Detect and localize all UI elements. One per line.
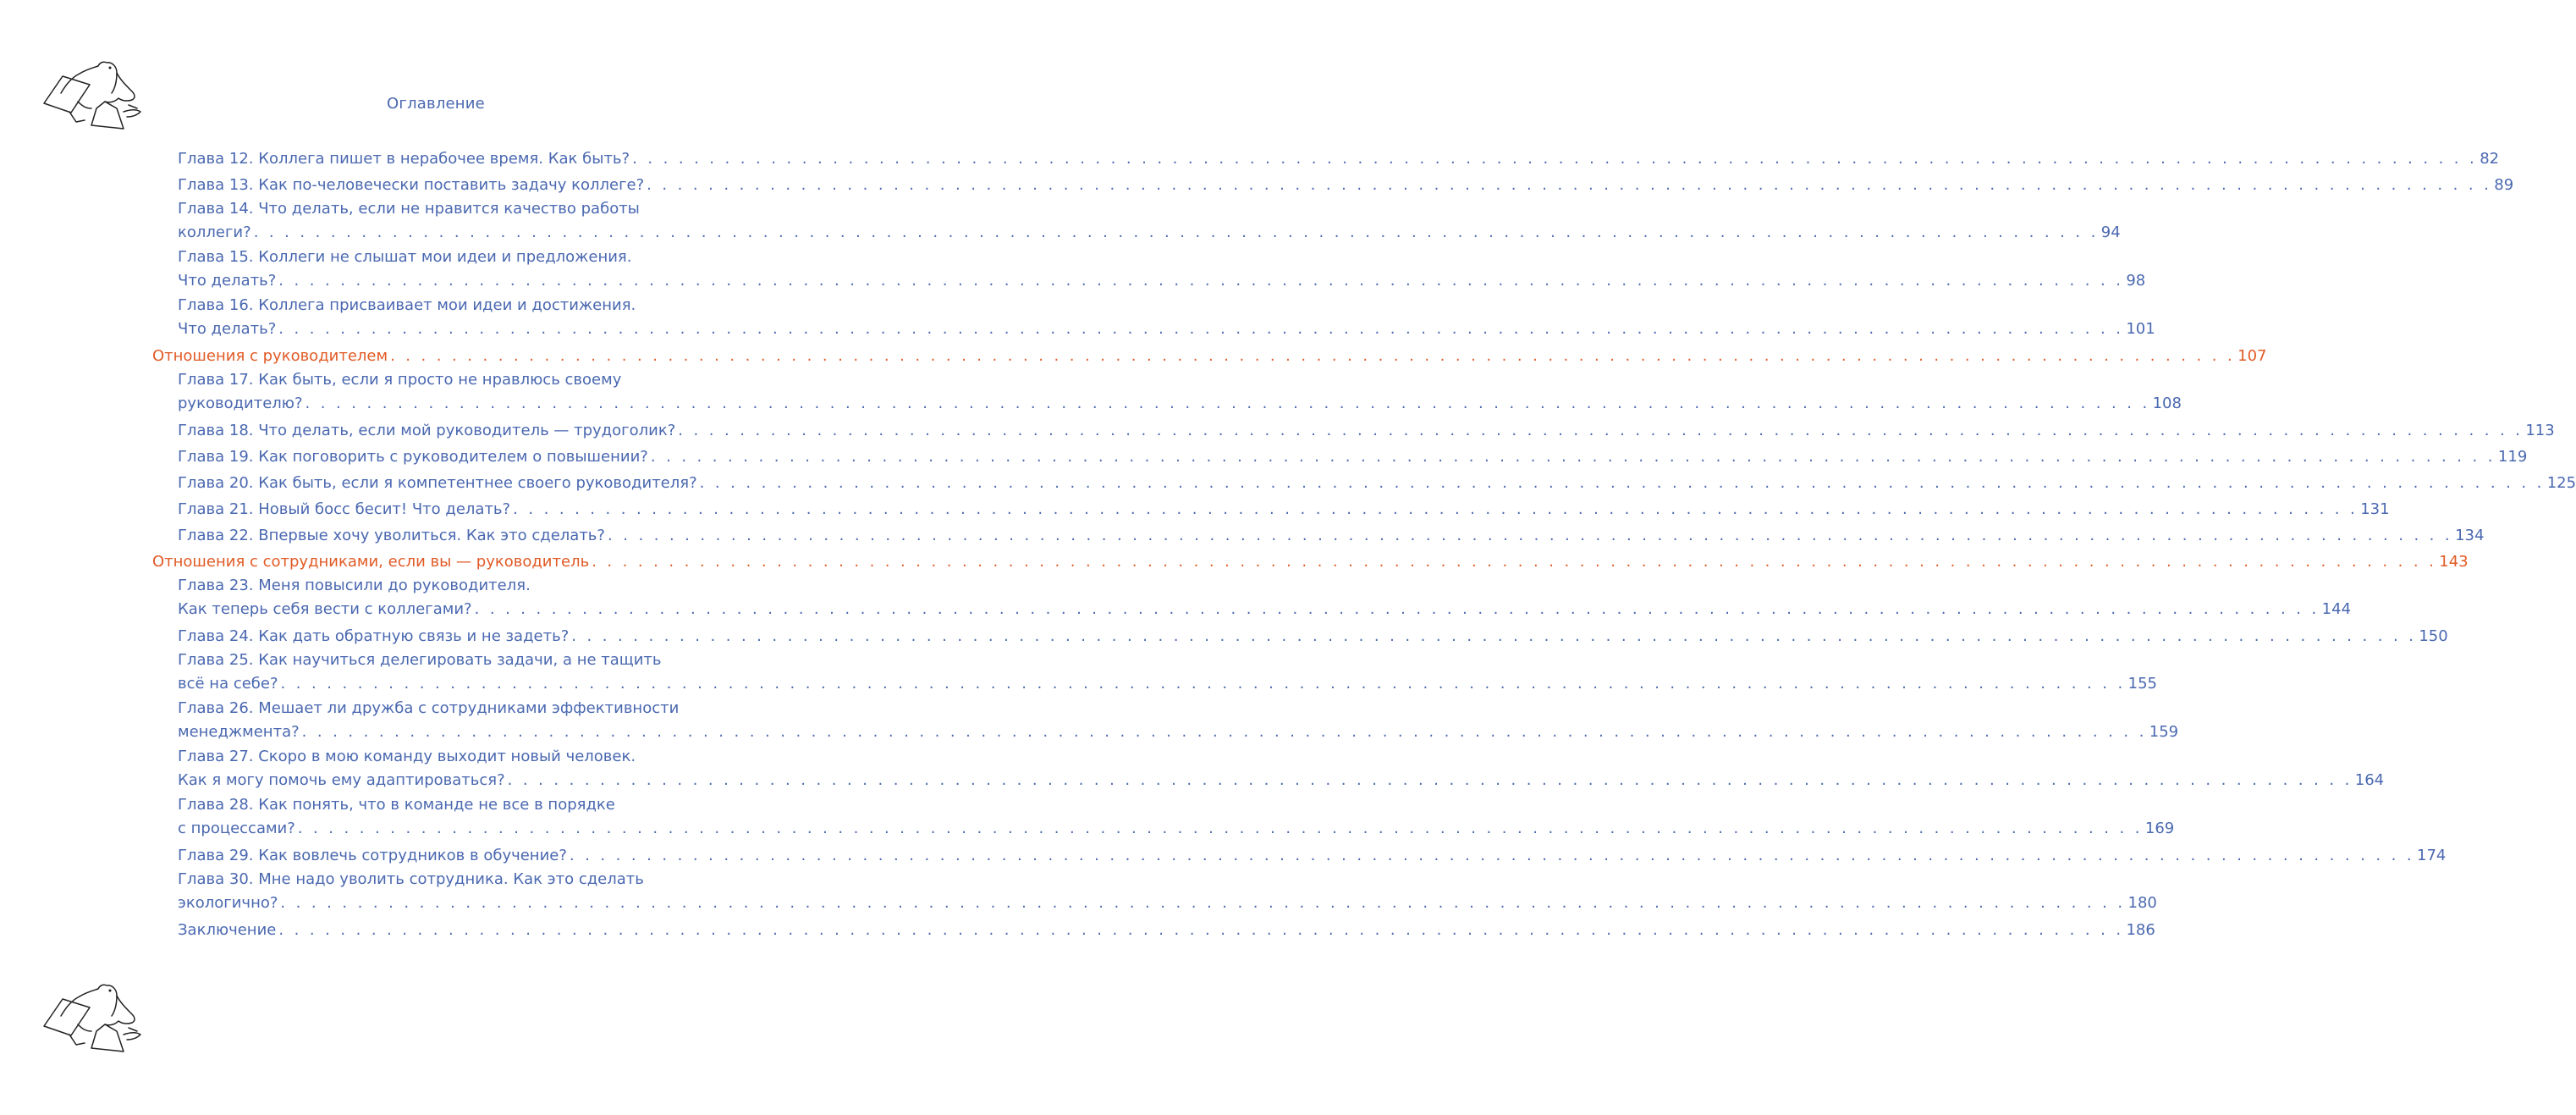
page-number: 113 bbox=[2525, 422, 2555, 439]
toc-entry-line bbox=[178, 417, 2555, 444]
toc-entry-title: всё на себе? bbox=[178, 675, 278, 693]
toc-entry-line bbox=[178, 268, 2146, 295]
toc-entry-title-line: Глава 26. Мешает ли дружба с сотрудниками эффективности bbox=[178, 699, 680, 717]
dot-leader: . . . . . . . . . . . . . . . . . . . . . . . . . . . . . . . . . . . . . . . . . . . . . . . . . . . . . . . . . . . . . . . . . . . . . . . . . . . . . . . . . . . . . . . . . . . . . . . . . . . . . . . . . . . . . . . . . . . . . . . . bbox=[297, 820, 2143, 837]
dot-leader: . . . . . . . . . . . . . . . . . . . . . . . . . . . . . . . . . . . . . . . . . . . . . . . . . . . . . . . . . . . . . . . . . . . . . . . . . . . . . . . . . . . . . . . . . . . . . . . . . . . . . . . . . . . . . . . . . . . . . . . . bbox=[305, 395, 2150, 412]
toc-entry-title-line: Глава 16. Коллега присваивает мои идеи и достижения. bbox=[178, 296, 636, 314]
toc-entry-line bbox=[178, 470, 2576, 496]
page-number: 159 bbox=[2149, 723, 2179, 741]
toc-entry-title: Глава 19. Как поговорить с руководителем о повышении? bbox=[178, 448, 648, 466]
page-number: 169 bbox=[2144, 820, 2175, 837]
toc-section bbox=[152, 343, 2267, 369]
dot-leader: . . . . . . . . . . . . . . . . . . . . . . . . . . . . . . . . . . . . . . . . . . . . . . . . . . . . . . . . . . . . . . . . . . . . . . . . . . . . . . . . . . . . . . . . . . . . . . . . . . . . . . . . . . . . . . . . . . . . . . . . bbox=[647, 176, 2492, 194]
toc-entry-title: Глава 29. Как вовлечь сотрудников в обучение? bbox=[178, 847, 567, 864]
toc-entry-title-line: Глава 23. Меня повысили до руководителя. bbox=[178, 577, 531, 594]
toc-entry-line bbox=[178, 815, 2175, 842]
toc-entry bbox=[152, 698, 2179, 746]
toc-entry-title: Глава 18. Что делать, если мой руководитель — трудоголик? bbox=[178, 422, 676, 439]
toc-entry bbox=[152, 623, 2448, 649]
toc-entry-line bbox=[178, 444, 2528, 470]
toc-entry-line bbox=[178, 172, 2514, 198]
dot-leader: . . . . . . . . . . . . . . . . . . . . . . . . . . . . . . . . . . . . . . . . . . . . . . . . . . . . . . . . . . . . . . . . . . . . . . . . . . . . . . . . . . . . . . . . . . . . . . . . . . . . . . . . . . . . . . . . . . . . . . . . bbox=[253, 224, 2099, 241]
toc-entry bbox=[152, 522, 2485, 549]
toc-entry-line bbox=[152, 343, 2267, 369]
page-number: 180 bbox=[2127, 894, 2157, 912]
toc-entry-title: с процессами? bbox=[178, 820, 295, 837]
dot-leader: . . . . . . . . . . . . . . . . . . . . . . . . . . . . . . . . . . . . . . . . . . . . . . . . . . . . . . . . . . . . . . . . . . . . . . . . . . . . . . . . . . . . . . . . . . . . . . . . . . . . . . . . . . . . . . . . . . . . . . . . bbox=[280, 675, 2126, 693]
page-number: 119 bbox=[2497, 448, 2528, 466]
toc-entry bbox=[152, 746, 2385, 794]
page-number: 150 bbox=[2419, 627, 2448, 645]
page-number: 143 bbox=[2439, 553, 2469, 571]
dot-leader: . . . . . . . . . . . . . . . . . . . . . . . . . . . . . . . . . . . . . . . . . . . . . . . . . . . . . . . . . . . . . . . . . . . . . . . . . . . . . . . . . . . . . . . . . . . . . . . . . . . . . . . . . . . . . . . . . . . . . . . . bbox=[632, 150, 2478, 168]
page-number: 108 bbox=[2152, 395, 2182, 412]
page-number: 174 bbox=[2417, 847, 2447, 864]
page-number: 98 bbox=[2126, 272, 2146, 290]
toc-entry-title: Как я могу помочь ему адаптироваться? bbox=[178, 771, 505, 789]
page-number: 107 bbox=[2237, 347, 2267, 365]
toc-entry bbox=[152, 369, 2182, 417]
dot-leader: . . . . . . . . . . . . . . . . . . . . . . . . . . . . . . . . . . . . . . . . . . . . . . . . . . . . . . . . . . . . . . . . . . . . . . . . . . . . . . . . . . . . . . . . . . . . . . . . . . . . . . . . . . . . . . . . . . . . . . . . bbox=[699, 474, 2545, 492]
page-number: 131 bbox=[2360, 500, 2390, 518]
toc-entry-line bbox=[178, 671, 2157, 698]
toc-entry-line bbox=[178, 596, 2352, 623]
dot-leader: . . . . . . . . . . . . . . . . . . . . . . . . . . . . . . . . . . . . . . . . . . . . . . . . . . . . . . . . . . . . . . . . . . . . . . . . . . . . . . . . . . . . . . . . . . . . . . . . . . . . . . . . . . . . . . . . . . . . . . . . bbox=[278, 272, 2124, 290]
dot-leader: . . . . . . . . . . . . . . . . . . . . . . . . . . . . . . . . . . . . . . . . . . . . . . . . . . . . . . . . . . . . . . . . . . . . . . . . . . . . . . . . . . . . . . . . . . . . . . . . . . . . . . . . . . . . . . . . . . . . . . . . bbox=[280, 894, 2126, 912]
dot-leader: . . . . . . . . . . . . . . . . . . . . . . . . . . . . . . . . . . . . . . . . . . . . . . . . . . . . . . . . . . . . . . . . . . . . . . . . . . . . . . . . . . . . . . . . . . . . . . . . . . . . . . . . . . . . . . . . . . . . . . . . bbox=[571, 627, 2417, 645]
toc-entry-title-line: Глава 30. Мне надо уволить сотрудника. Как это сделать bbox=[178, 870, 644, 888]
toc-entry-title-line: Глава 25. Как научиться делегировать задачи, а не тащить bbox=[178, 651, 662, 669]
toc-entry-title: Отношения с руководителем bbox=[152, 347, 388, 365]
toc-entry bbox=[152, 649, 2157, 698]
toc-entry-title: Что делать? bbox=[178, 272, 277, 290]
toc-entry-title: менеджмента? bbox=[178, 723, 300, 741]
toc-entry-line bbox=[178, 890, 2157, 917]
toc-entry-line bbox=[178, 146, 2500, 172]
dot-leader: . . . . . . . . . . . . . . . . . . . . . . . . . . . . . . . . . . . . . . . . . . . . . . . . . . . . . . . . . . . . . . . . . . . . . . . . . . . . . . . . . . . . . . . . . . . . . . . . . . . . . . . . . . . . . . . . . . . . . . . . bbox=[592, 553, 2437, 571]
toc-entry-title: Заключение bbox=[178, 921, 277, 939]
toc-entry-title-line: Глава 14. Что делать, если не нравится качество работы bbox=[178, 200, 640, 218]
page-number: 155 bbox=[2127, 675, 2157, 693]
toc-entry-line bbox=[178, 719, 2179, 746]
page-number: 94 bbox=[2100, 224, 2121, 241]
dot-leader: . . . . . . . . . . . . . . . . . . . . . . . . . . . . . . . . . . . . . . . . . . . . . . . . . . . . . . . . . . . . . . . . . . . . . . . . . . . . . . . . . . . . . . . . . . . . . . . . . . . . . . . . . . . . . . . . . . . . . . . . bbox=[607, 527, 2453, 544]
toc-entry bbox=[152, 496, 2390, 522]
dot-leader: . . . . . . . . . . . . . . . . . . . . . . . . . . . . . . . . . . . . . . . . . . . . . . . . . . . . . . . . . . . . . . . . . . . . . . . . . . . . . . . . . . . . . . . . . . . . . . . . . . . . . . . . . . . . . . . . . . . . . . . . bbox=[569, 847, 2414, 864]
dot-leader: . . . . . . . . . . . . . . . . . . . . . . . . . . . . . . . . . . . . . . . . . . . . . . . . . . . . . . . . . . . . . . . . . . . . . . . . . . . . . . . . . . . . . . . . . . . . . . . . . . . . . . . . . . . . . . . . . . . . . . . . bbox=[278, 921, 2124, 939]
toc-entry-title: Как теперь себя вести с коллегами? bbox=[178, 600, 472, 618]
dot-leader: . . . . . . . . . . . . . . . . . . . . . . . . . . . . . . . . . . . . . . . . . . . . . . . . . . . . . . . . . . . . . . . . . . . . . . . . . . . . . . . . . . . . . . . . . . . . . . . . . . . . . . . . . . . . . . . . . . . . . . . . bbox=[650, 448, 2496, 466]
toc-entry-title: Глава 24. Как дать обратную связь и не задеть? bbox=[178, 627, 570, 645]
toc-entry bbox=[152, 794, 2175, 842]
toc-entry bbox=[152, 146, 2500, 172]
toc-entry-line bbox=[178, 917, 2155, 943]
dot-leader: . . . . . . . . . . . . . . . . . . . . . . . . . . . . . . . . . . . . . . . . . . . . . . . . . . . . . . . . . . . . . . . . . . . . . . . . . . . . . . . . . . . . . . . . . . . . . . . . . . . . . . . . . . . . . . . . . . . . . . . . bbox=[507, 771, 2353, 789]
toc-entry-title: Глава 13. Как по-человечески поставить задачу коллеге? bbox=[178, 176, 645, 194]
toc-entry-line bbox=[178, 767, 2385, 794]
dot-leader: . . . . . . . . . . . . . . . . . . . . . . . . . . . . . . . . . . . . . . . . . . . . . . . . . . . . . . . . . . . . . . . . . . . . . . . . . . . . . . . . . . . . . . . . . . . . . . . . . . . . . . . . . . . . . . . . . . . . . . . . bbox=[474, 600, 2320, 618]
table-of-contents bbox=[152, 146, 2576, 943]
toc-entry bbox=[152, 246, 2146, 295]
toc-entry-title: Глава 12. Коллега пишет в нерабочее время. Как быть? bbox=[178, 150, 630, 168]
toc-entry-title-line: Глава 17. Как быть, если я просто не нравлюсь своему bbox=[178, 371, 622, 389]
toc-entry-title: руководителю? bbox=[178, 395, 303, 412]
dot-leader: . . . . . . . . . . . . . . . . . . . . . . . . . . . . . . . . . . . . . . . . . . . . . . . . . . . . . . . . . . . . . . . . . . . . . . . . . . . . . . . . . . . . . . . . . . . . . . . . . . . . . . . . . . . . . . . . . . . . . . . . bbox=[678, 422, 2524, 439]
page-number: 144 bbox=[2321, 600, 2352, 618]
running-title: Оглавление bbox=[387, 95, 485, 113]
toc-entry bbox=[152, 869, 2157, 917]
page-number: 101 bbox=[2126, 320, 2155, 338]
toc-entry bbox=[152, 172, 2514, 198]
toc-entry-line bbox=[178, 316, 2155, 343]
toc-entry bbox=[152, 417, 2555, 444]
dot-leader: . . . . . . . . . . . . . . . . . . . . . . . . . . . . . . . . . . . . . . . . . . . . . . . . . . . . . . . . . . . . . . . . . . . . . . . . . . . . . . . . . . . . . . . . . . . . . . . . . . . . . . . . . . . . . . . . . . . . . . . . bbox=[301, 723, 2147, 741]
dot-leader: . . . . . . . . . . . . . . . . . . . . . . . . . . . . . . . . . . . . . . . . . . . . . . . . . . . . . . . . . . . . . . . . . . . . . . . . . . . . . . . . . . . . . . . . . . . . . . . . . . . . . . . . . . . . . . . . . . . . . . . . bbox=[278, 320, 2124, 338]
toc-entry-title: Глава 21. Новый босс бесит! Что делать? bbox=[178, 500, 511, 518]
toc-entry bbox=[152, 470, 2576, 496]
page-number: 82 bbox=[2480, 150, 2500, 168]
toc-entry-line bbox=[178, 522, 2485, 549]
toc-entry-line bbox=[178, 219, 2121, 246]
toc-entry-title: Отношения с сотрудниками, если вы — руководитель bbox=[152, 553, 590, 571]
toc-entry bbox=[152, 444, 2528, 470]
dot-leader: . . . . . . . . . . . . . . . . . . . . . . . . . . . . . . . . . . . . . . . . . . . . . . . . . . . . . . . . . . . . . . . . . . . . . . . . . . . . . . . . . . . . . . . . . . . . . . . . . . . . . . . . . . . . . . . . . . . . . . . . bbox=[513, 500, 2359, 518]
toc-entry-title-line: Глава 28. Как понять, что в команде не все в порядке bbox=[178, 796, 615, 814]
bear-with-papers-icon bbox=[41, 982, 146, 1055]
toc-entry bbox=[152, 917, 2155, 943]
page-number: 164 bbox=[2354, 771, 2385, 789]
page-number: 186 bbox=[2126, 921, 2155, 939]
toc-entry-line bbox=[178, 623, 2448, 649]
page-number: 89 bbox=[2494, 176, 2514, 194]
toc-entry-title: коллеги? bbox=[178, 224, 251, 241]
toc-entry-line bbox=[178, 390, 2182, 417]
dot-leader: . . . . . . . . . . . . . . . . . . . . . . . . . . . . . . . . . . . . . . . . . . . . . . . . . . . . . . . . . . . . . . . . . . . . . . . . . . . . . . . . . . . . . . . . . . . . . . . . . . . . . . . . . . . . . . . . . . . . . . . . bbox=[390, 347, 2236, 365]
toc-entry-line bbox=[152, 549, 2469, 575]
toc-section bbox=[152, 549, 2469, 575]
toc-entry bbox=[152, 198, 2121, 246]
toc-entry-title: экологично? bbox=[178, 894, 278, 912]
toc-entry bbox=[152, 295, 2155, 343]
toc-entry-title: Глава 22. Впервые хочу уволиться. Как это сделать? bbox=[178, 527, 605, 544]
toc-entry bbox=[152, 575, 2352, 623]
toc-entry bbox=[152, 842, 2447, 869]
toc-entry-title-line: Глава 15. Коллеги не слышат мои идеи и предложения. bbox=[178, 248, 632, 266]
page-number: 134 bbox=[2455, 527, 2485, 544]
toc-entry-line bbox=[178, 496, 2390, 522]
toc-entry-title: Что делать? bbox=[178, 320, 277, 338]
toc-entry-title-line: Глава 27. Скоро в мою команду выходит новый человек. bbox=[178, 748, 636, 765]
toc-entry-title: Глава 20. Как быть, если я компетентнее своего руководителя? bbox=[178, 474, 697, 492]
page-number: 125 bbox=[2546, 474, 2576, 492]
toc-entry-line bbox=[178, 842, 2447, 869]
